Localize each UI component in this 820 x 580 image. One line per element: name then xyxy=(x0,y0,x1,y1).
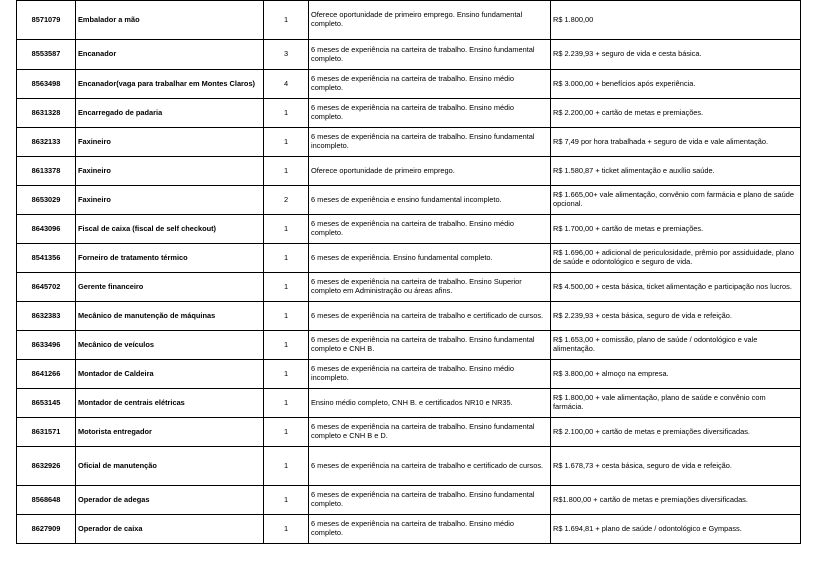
job-title-cell: Forneiro de tratamento térmico xyxy=(76,244,264,273)
requirements-cell: Oferece oportunidade de primeiro emprego. Ensino fundamental completo. xyxy=(309,1,551,40)
job-code-cell: 8643096 xyxy=(17,215,76,244)
table-row xyxy=(17,360,801,389)
job-title-cell: Encanador(vaga para trabalhar em Montes Claros) xyxy=(76,70,264,99)
job-title-cell: Faxineiro xyxy=(76,128,264,157)
table-row xyxy=(17,389,801,418)
job-title-cell: Faxineiro xyxy=(76,186,264,215)
salary-benefits-cell: R$ 1.678,73 + cesta básica, seguro de vida e refeição. xyxy=(551,447,801,486)
job-code-cell: 8632133 xyxy=(17,128,76,157)
requirements-cell: 6 meses de experiência na carteira de trabalho. Ensino médio completo. xyxy=(309,70,551,99)
job-listings-sheet xyxy=(16,0,801,544)
vacancies-cell: 1 xyxy=(264,331,309,360)
table-row xyxy=(17,302,801,331)
table-row xyxy=(17,40,801,70)
job-code-cell: 8541356 xyxy=(17,244,76,273)
salary-benefits-cell: R$ 2.239,93 + seguro de vida e cesta básica. xyxy=(551,40,801,70)
table-row xyxy=(17,418,801,447)
vacancies-cell: 1 xyxy=(264,389,309,418)
requirements-cell: 6 meses de experiência e ensino fundamental incompleto. xyxy=(309,186,551,215)
vacancies-cell: 3 xyxy=(264,40,309,70)
table-row xyxy=(17,331,801,360)
table-row xyxy=(17,99,801,128)
requirements-cell: 6 meses de experiência na carteira de trabalho. Ensino médio incompleto. xyxy=(309,360,551,389)
salary-benefits-cell: R$ 2.100,00 + cartão de metas e premiações diversificadas. xyxy=(551,418,801,447)
job-code-cell: 8632383 xyxy=(17,302,76,331)
vacancies-cell: 1 xyxy=(264,244,309,273)
table-row xyxy=(17,157,801,186)
requirements-cell: 6 meses de experiência na carteira de trabalho. Ensino médio completo. xyxy=(309,215,551,244)
job-title-cell: Motorista entregador xyxy=(76,418,264,447)
job-code-cell: 8641266 xyxy=(17,360,76,389)
requirements-cell: 6 meses de experiência na carteira de trabalho. Ensino fundamental completo. xyxy=(309,486,551,515)
requirements-cell: 6 meses de experiência na carteira de trabalho. Ensino médio completo. xyxy=(309,99,551,128)
salary-benefits-cell: R$ 1.700,00 + cartão de metas e premiações. xyxy=(551,215,801,244)
job-title-cell: Oficial de manutenção xyxy=(76,447,264,486)
job-title-cell: Embalador a mão xyxy=(76,1,264,40)
vacancies-cell: 1 xyxy=(264,447,309,486)
job-listings-table xyxy=(16,0,801,544)
job-title-cell: Encarregado de padaria xyxy=(76,99,264,128)
job-title-cell: Mecânico de veículos xyxy=(76,331,264,360)
requirements-cell: Ensino médio completo, CNH B. e certificados NR10 e NR35. xyxy=(309,389,551,418)
requirements-cell: 6 meses de experiência na carteira de trabalho. Ensino médio completo. xyxy=(309,515,551,544)
salary-benefits-cell: R$ 1.696,00 + adicional de periculosidade, prêmio por assiduidade, plano de saúde e odontológico e seguro de vida. xyxy=(551,244,801,273)
table-row xyxy=(17,128,801,157)
salary-benefits-cell: R$ 1.653,00 + comissão, plano de saúde / odontológico e vale alimentação. xyxy=(551,331,801,360)
table-row xyxy=(17,70,801,99)
vacancies-cell: 1 xyxy=(264,486,309,515)
table-row xyxy=(17,1,801,40)
vacancies-cell: 1 xyxy=(264,157,309,186)
job-code-cell: 8613378 xyxy=(17,157,76,186)
vacancies-cell: 1 xyxy=(264,360,309,389)
salary-benefits-cell: R$ 2.239,93 + cesta básica, seguro de vida e refeição. xyxy=(551,302,801,331)
salary-benefits-cell: R$ 1.800,00 + vale alimentação, plano de saúde e convênio com farmácia. xyxy=(551,389,801,418)
requirements-cell: 6 meses de experiência na carteira de trabalho. Ensino fundamental completo. xyxy=(309,40,551,70)
vacancies-cell: 1 xyxy=(264,273,309,302)
job-code-cell: 8627909 xyxy=(17,515,76,544)
job-code-cell: 8631571 xyxy=(17,418,76,447)
table-row xyxy=(17,273,801,302)
job-code-cell: 8633496 xyxy=(17,331,76,360)
salary-benefits-cell: R$ 4.500,00 + cesta básica, ticket alimentação e participação nos lucros. xyxy=(551,273,801,302)
job-title-cell: Mecânico de manutenção de máquinas xyxy=(76,302,264,331)
vacancies-cell: 2 xyxy=(264,186,309,215)
job-title-cell: Gerente financeiro xyxy=(76,273,264,302)
job-code-cell: 8631328 xyxy=(17,99,76,128)
table-row xyxy=(17,486,801,515)
requirements-cell: 6 meses de experiência na carteira de trabalho. Ensino fundamental completo e CNH B. xyxy=(309,331,551,360)
job-code-cell: 8632926 xyxy=(17,447,76,486)
requirements-cell: 6 meses de experiência na carteira de trabalho e certificado de cursos. xyxy=(309,447,551,486)
vacancies-cell: 4 xyxy=(264,70,309,99)
requirements-cell: 6 meses de experiência. Ensino fundamental completo. xyxy=(309,244,551,273)
job-rows xyxy=(17,1,801,544)
vacancies-cell: 1 xyxy=(264,515,309,544)
job-code-cell: 8645702 xyxy=(17,273,76,302)
job-title-cell: Faxineiro xyxy=(76,157,264,186)
requirements-cell: Oferece oportunidade de primeiro emprego. xyxy=(309,157,551,186)
vacancies-cell: 1 xyxy=(264,418,309,447)
job-title-cell: Operador de adegas xyxy=(76,486,264,515)
job-code-cell: 8563498 xyxy=(17,70,76,99)
vacancies-cell: 1 xyxy=(264,215,309,244)
salary-benefits-cell: R$ 1.800,00 xyxy=(551,1,801,40)
job-code-cell: 8553587 xyxy=(17,40,76,70)
job-code-cell: 8568648 xyxy=(17,486,76,515)
table-row xyxy=(17,215,801,244)
requirements-cell: 6 meses de experiência na carteira de trabalho. Ensino Superior completo em Administração ou áreas afins. xyxy=(309,273,551,302)
vacancies-cell: 1 xyxy=(264,302,309,331)
table-row xyxy=(17,515,801,544)
requirements-cell: 6 meses de experiência na carteira de trabalho. Ensino fundamental completo e CNH B e D. xyxy=(309,418,551,447)
vacancies-cell: 1 xyxy=(264,1,309,40)
job-title-cell: Montador de centrais elétricas xyxy=(76,389,264,418)
job-title-cell: Encanador xyxy=(76,40,264,70)
job-title-cell: Montador de Caldeira xyxy=(76,360,264,389)
table-row xyxy=(17,244,801,273)
salary-benefits-cell: R$ 3.000,00 + benefícios após experiência. xyxy=(551,70,801,99)
table-row xyxy=(17,186,801,215)
job-title-cell: Fiscal de caixa (fiscal de self checkout) xyxy=(76,215,264,244)
vacancies-cell: 1 xyxy=(264,128,309,157)
requirements-cell: 6 meses de experiência na carteira de trabalho e certificado de cursos. xyxy=(309,302,551,331)
salary-benefits-cell: R$ 1.694,81 + plano de saúde / odontológico e Gympass. xyxy=(551,515,801,544)
salary-benefits-cell: R$ 1.580,87 + ticket alimentação e auxílio saúde. xyxy=(551,157,801,186)
salary-benefits-cell: R$ 2.200,00 + cartão de metas e premiações. xyxy=(551,99,801,128)
vacancies-cell: 1 xyxy=(264,99,309,128)
table-row xyxy=(17,447,801,486)
job-code-cell: 8571079 xyxy=(17,1,76,40)
job-title-cell: Operador de caixa xyxy=(76,515,264,544)
salary-benefits-cell: R$1.800,00 + cartão de metas e premiações diversificadas. xyxy=(551,486,801,515)
job-code-cell: 8653145 xyxy=(17,389,76,418)
salary-benefits-cell: R$ 1.665,00+ vale alimentação, convênio com farmácia e plano de saúde opcional. xyxy=(551,186,801,215)
salary-benefits-cell: R$ 3.800,00 + almoço na empresa. xyxy=(551,360,801,389)
requirements-cell: 6 meses de experiência na carteira de trabalho. Ensino fundamental incompleto. xyxy=(309,128,551,157)
salary-benefits-cell: R$ 7,49 por hora trabalhada + seguro de vida e vale alimentação. xyxy=(551,128,801,157)
job-code-cell: 8653029 xyxy=(17,186,76,215)
